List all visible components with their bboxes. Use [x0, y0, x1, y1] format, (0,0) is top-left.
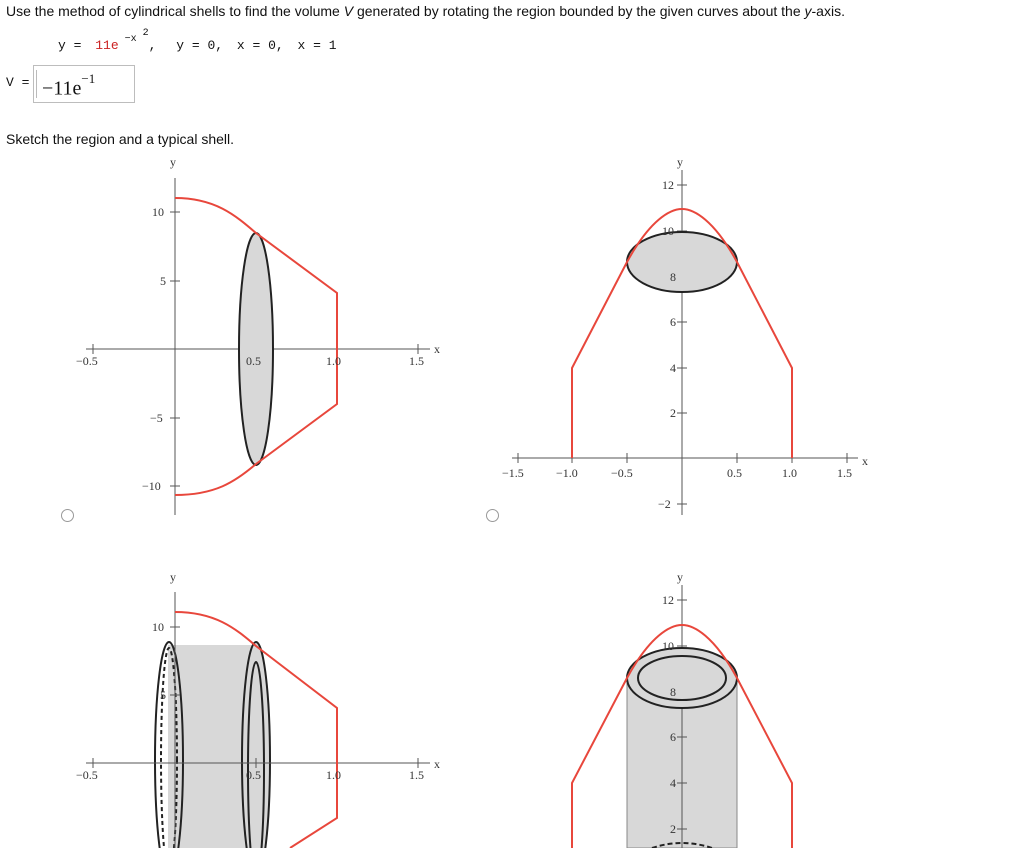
answer-input[interactable] [33, 65, 135, 103]
plot1-ytick-neg5: −5 [150, 411, 163, 425]
plot2-ytick-6: 6 [670, 315, 676, 329]
plot4-ytick-10: 10 [662, 639, 674, 653]
plot4-ytick-6: 6 [670, 730, 676, 744]
plot4-ytick-8: 8 [670, 685, 676, 699]
plot2-xtick-15: 1.5 [837, 466, 852, 480]
plot2-xtick-neg05: −0.5 [611, 466, 633, 480]
plot2-xtick-05: 0.5 [727, 466, 742, 480]
plot2-ytick-neg2: −2 [658, 497, 671, 511]
answer-value: $-11e^{-1}$ [42, 71, 96, 100]
plot1-xtick-05: 0.5 [246, 354, 261, 368]
equation-x1: x = 1 [297, 37, 337, 53]
plot2-shell-disk [627, 232, 737, 292]
plot2-x-label: x [862, 454, 868, 468]
plot2-axes [512, 170, 858, 515]
plot3-xtick-15: 1.5 [409, 768, 424, 782]
plot4-ytick-12: 12 [662, 593, 674, 607]
sketch-prompt: Sketch the region and a typical shell. [6, 131, 235, 147]
question-text: Use the method of cylindrical shells to find the volume V generated by rotating the region bounded by the given curves about the y-axis. [6, 3, 845, 19]
plot3-xtick-05: 0.5 [246, 768, 261, 782]
plot3-ytick-10: 10 [152, 620, 164, 634]
equation-y0: y = 0, [176, 37, 224, 53]
input-cursor-divider [36, 70, 37, 98]
plot3-xtick-neg05: −0.5 [76, 768, 98, 782]
plot-option-1 [60, 150, 460, 520]
plot2-ytick-4: 4 [670, 361, 676, 375]
plot1-ytick-10: 10 [152, 205, 164, 219]
plot1-xtick-10: 1.0 [326, 354, 341, 368]
plot4-y-label: y [677, 570, 683, 584]
equation-x0: x = 0, [236, 37, 284, 53]
plot3-y-label: y [170, 570, 176, 584]
plot4-ytick-2: 2 [670, 822, 676, 836]
option-1-radio[interactable] [61, 509, 74, 522]
plot2-ytick-10: 10 [662, 224, 674, 238]
plot2-xtick-10: 1.0 [782, 466, 797, 480]
plot2-xtick-neg15: −1.5 [502, 466, 524, 480]
plot3-right-ellipse [242, 642, 270, 848]
plot2-xtick-neg10: −1.0 [556, 466, 578, 480]
plot-option-3 [60, 565, 460, 848]
plot2-ytick-12: 12 [662, 178, 674, 192]
plot3-xtick-10: 1.0 [326, 768, 341, 782]
plot4-inner-ellipse [638, 656, 726, 700]
plot1-shell-disk [239, 233, 273, 465]
option-2-radio[interactable] [486, 509, 499, 522]
plot1-ytick-5: 5 [160, 274, 166, 288]
plot3-x-label: x [434, 757, 440, 771]
plot3-ytick-5: 5 [160, 688, 166, 702]
answer-label: V = [6, 75, 30, 90]
plot2-y-label: y [677, 155, 683, 169]
curves-equations [58, 28, 343, 53]
plot1-y-label: y [170, 155, 176, 169]
plot1-xtick-15: 1.5 [409, 354, 424, 368]
plot1-x-label: x [434, 342, 440, 356]
plot-option-2 [490, 150, 890, 520]
plot2-ytick-8: 8 [670, 270, 676, 284]
plot2-ytick-2: 2 [670, 406, 676, 420]
plot4-ytick-4: 4 [670, 776, 676, 790]
plot1-xtick-neg05: −0.5 [76, 354, 98, 368]
plot-option-4 [490, 565, 890, 848]
plot1-ytick-neg10: −10 [142, 479, 161, 493]
equation-curve: y = 11e $^{-x^2}$, [58, 28, 157, 53]
